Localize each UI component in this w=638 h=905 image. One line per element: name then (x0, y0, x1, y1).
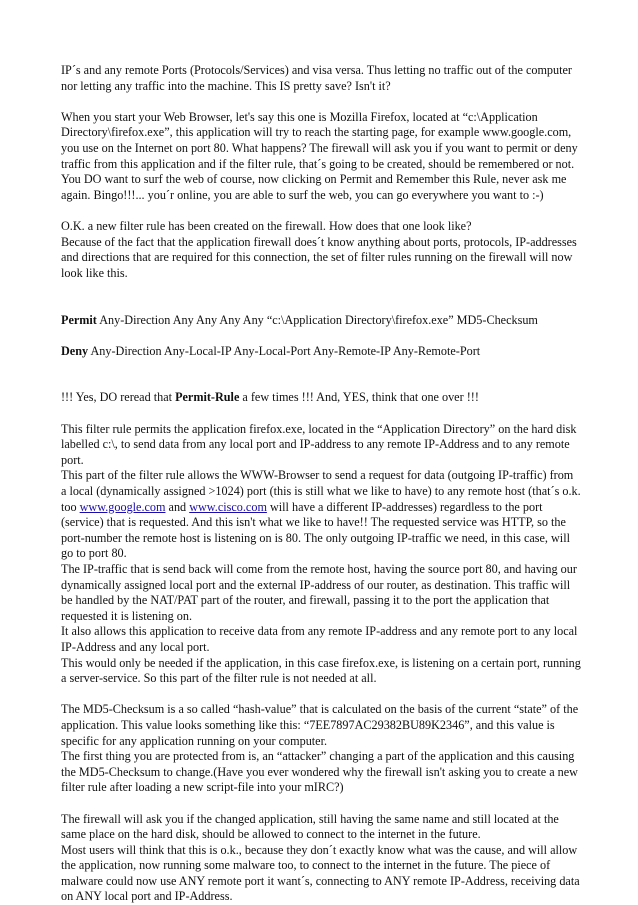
deny-rule-line (61, 344, 581, 360)
paragraph-attacker: The first thing you are protected from is, an “attacker” changing a part of the application and this causing the MD5-Checksum to change.(Have you ever wondered why the firewall isn't asking you to create a new filter rule after loading a new script-file into your mIRC?) (61, 749, 578, 795)
paragraph-rule-permits: This filter rule permits the application firefox.exe, located in the “Application Directory” on the hard disk labelled c:\, to send data from any local port and IP-address to any remote IP-Address and to any remote port. (61, 421, 577, 467)
deny-keyword: Deny (61, 343, 89, 358)
www-text-post: will have a different IP-addresses) regardless to the port (service) that is requested. And this isn't what we like to have!! The requested service was HTTP, so the port-number the remote host is listening on is 80. The only outgoing IP-traffic we need, in this case, will go to port 80. (61, 499, 570, 561)
permit-rule-line (61, 313, 581, 329)
paragraph-malware: Most users will think that this is o.k., because they don´t exactly know what was the cause, and will allow the application, now running some malware too, to connect to the internet in the future. The piece of malware could now use ANY remote port it want´s, connecting to ANY remote IP-Address, receiving data on ANY local port and IP-Address. (61, 842, 580, 904)
paragraph-rule-explanation: Because of the fact that the application firewall does´t know anything about ports, protocols, IP-addresses and directions that are required for this connection, the set of filter rules running on the firewall will now look like this. (61, 234, 577, 280)
reread-text-post: a few times !!! And, YES, think that one over !!! (239, 390, 479, 405)
paragraph-traffic-back: The IP-traffic that is send back will come from the remote host, having the source port 80, and having our dynamically assigned local port and the external IP-address of our router, as destination. This traffic will be handled by the NAT/PAT part of the router, and firewall, passing it to the port the application that requested it is listening on. (61, 562, 577, 623)
www-text-mid: and (165, 499, 190, 514)
paragraph-browser-start: When you start your Web Browser, let's say this one is Mozilla Firefox, located at “c:\Application Directory\firefox.exe”, this application will try to reach the starting page, for example www.google.com, you use on the Internet on port 80. What happens? The firewall will ask you if you want to permit or deny traffic from this application and if the filter rule, that´s going to be created, should be remembered or not. You DO want to surf the web of course, now clicking on Permit and Remember this Rule, never ask me again. Bingo!!!... you´r online, you are able to surf the web, you can go everywhere you want to :-) (61, 109, 578, 202)
filter-rules-block (61, 297, 581, 375)
paragraph-intro-continuation: IP´s and any remote Ports (Protocols/Services) and visa versa. Thus letting no traffic out of the computer nor letting any traffic into the machine. This IS pretty save? Isn't it? (61, 63, 572, 93)
reread-text-pre: !!! Yes, DO reread that (61, 390, 176, 405)
paragraph-www-browser (61, 468, 581, 562)
paragraph-changed-application: The firewall will ask you if the changed application, still having the same name and still located at the same place on the hard disk, should be allowed to connect to the internet in the future. (61, 811, 559, 842)
paragraph-server-service: This would only be needed if the application, in this case firefox.exe, is listening on a certain port, running a server-service. So this part of the filter rule is not needed at all. (61, 655, 581, 686)
paragraph-receive-data: It also allows this application to receive data from any remote IP-address and any remote port to any local IP-Address and any local port. (61, 624, 578, 654)
cisco-link[interactable]: www.cisco.com (189, 499, 267, 514)
google-link[interactable]: www.google.com (79, 499, 166, 514)
paragraph-md5-checksum: The MD5-Checksum is a so called “hash-value” that is calculated on the basis of the current “state” of the application. This value looks something like this: “7EE7897AC29382BU89K2346”, and this value is specific for any application running on your computer. (61, 702, 579, 748)
www-text-pre: This part of the filter rule allows the WWW-Browser to send a request for data (outgoing IP-traffic) from a local (dynamically assigned >1024) port (this is still what we like to have) to any remote host (that´s o.k. too (61, 468, 581, 514)
paragraph-reread-warning (61, 390, 581, 406)
permit-keyword: Permit (61, 312, 97, 327)
paragraph-new-rule-question: O.K. a new filter rule has been created on the firewall. How does that one look like? (61, 218, 472, 233)
permit-rule-emphasis: Permit-Rule (175, 390, 240, 405)
permit-rule-text: Any-Direction Any Any Any Any “c:\Application Directory\firefox.exe” MD5-Checksum (96, 312, 538, 327)
document-page (61, 63, 581, 905)
deny-rule-text: Any-Direction Any-Local-IP Any-Local-Port Any-Remote-IP Any-Remote-Port (88, 343, 481, 358)
